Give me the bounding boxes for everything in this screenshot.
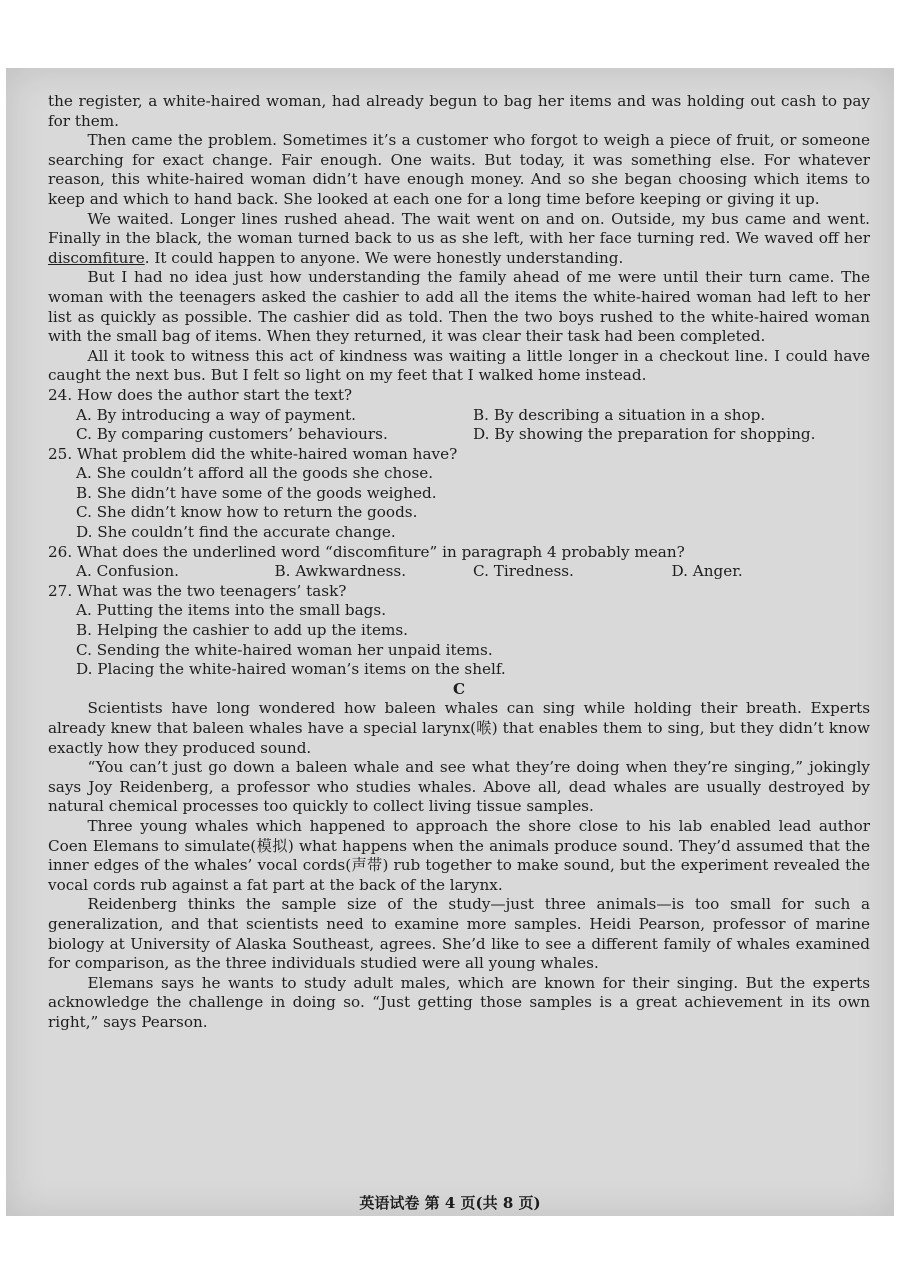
paragraph-3-text-after: . It could happen to anyone. We were honestly understanding. bbox=[144, 248, 624, 267]
passage-b-paragraph-5: All it took to witness this act of kindness was waiting a little longer in a checkout line. I could have caught the next bus. But I felt so light on my feet that I walked home instead. bbox=[48, 346, 870, 385]
paragraph-3-text-before: We waited. Longer lines rushed ahead. The wait went on and on. Outside, my bus came and went. Finally in the black, the woman turned back to us as she left, with her face turning red. We waved off her bbox=[48, 209, 870, 248]
passage-c-paragraph-5: Elemans says he wants to study adult males, which are known for their singing. But the experts acknowledge the challenge in doing so. “Just getting those samples is a great achievement in its own right,” says Pearson. bbox=[48, 973, 870, 1031]
passage-b-paragraph-1: the register, a white-haired woman, had already begun to bag her items and was holding out cash to pay for them. bbox=[48, 92, 870, 130]
passage-c-paragraph-2: “You can’t just go down a baleen whale and see what they’re doing when they’re singing,” jokingly says Joy Reidenberg, a professor who studies whales. Above all, dead whales are usually destroyed by natural chemical processes too quickly to collect living tissue samples. bbox=[48, 758, 870, 816]
q24-option-a: A. By introducing a way of payment. bbox=[76, 405, 356, 424]
q25-option-c: C. She didn’t know how to return the goods. bbox=[76, 503, 418, 522]
q27-option-d: D. Placing the white-haired woman’s items on the shelf. bbox=[76, 660, 506, 679]
question-24-stem: 24. How does the author start the text? bbox=[48, 385, 353, 404]
question-25-options bbox=[48, 464, 870, 542]
passage-c-paragraph-4: Reidenberg thinks the sample size of the study—just three animals—is too small for such a generalization, and that scientists need to examine more samples. Heidi Pearson, professor of marine biology at University of Alaska Southeast, agrees. She’d like to see a different family of whales examined for comparison, as the three individuals studied were all young whales. bbox=[48, 895, 870, 973]
q24-option-d: D. By showing the preparation for shopping. bbox=[473, 425, 816, 444]
question-27-stem: 27. What was the two teenagers’ task? bbox=[48, 581, 347, 600]
page-footer: 英语试卷 第 4 页(共 8 页) bbox=[359, 1194, 541, 1212]
q25-option-b: B. She didn’t have some of the goods weighed. bbox=[76, 483, 437, 502]
question-26-stem: 26. What does the underlined word “discomfiture” in paragraph 4 probably mean? bbox=[48, 542, 685, 561]
q25-option-a: A. She couldn’t afford all the goods she chose. bbox=[76, 464, 434, 483]
q27-option-c: C. Sending the white-haired woman her unpaid items. bbox=[76, 640, 493, 659]
passage-b-paragraph-2: Then came the problem. Sometimes it’s a customer who forgot to weigh a piece of fruit, or someone searching for exact change. Fair enough. One waits. But today, it was something else. For whatever reason, this white-haired woman didn’t have enough money. And so she began choosing which items to keep and which to hand back. She looked at each one for a long time before keeping or giving it up. bbox=[48, 131, 870, 208]
section-c-heading: C bbox=[452, 679, 466, 698]
exam-content bbox=[48, 92, 870, 1033]
q26-option-d: D. Anger. bbox=[671, 562, 743, 581]
q26-option-c: C. Tiredness. bbox=[473, 562, 574, 581]
q24-option-c: C. By comparing customers’ behaviours. bbox=[76, 425, 388, 444]
q27-option-b: B. Helping the cashier to add up the items. bbox=[76, 621, 408, 640]
q27-option-a: A. Putting the items into the small bags. bbox=[76, 601, 387, 620]
q26-option-b: B. Awkwardness. bbox=[274, 562, 407, 581]
q24-option-b: B. By describing a situation in a shop. bbox=[473, 405, 766, 424]
q26-option-a: A. Confusion. bbox=[76, 562, 179, 581]
q25-option-d: D. She couldn’t find the accurate change. bbox=[76, 523, 396, 542]
question-27-options bbox=[48, 601, 870, 679]
question-24-options bbox=[48, 406, 870, 445]
passage-c-paragraph-3: Three young whales which happened to approach the shore close to his lab enabled lead author Coen Elemans to simulate(模拟) what happens when the animals produce sound. They’d assumed that the inner edges of the whales’ vocal cords(声带) rub together to make sound, but the experiment revealed the vocal cords rub against a fat part at the back of the larynx. bbox=[48, 816, 870, 894]
question-25-stem: 25. What problem did the white-haired woman have? bbox=[48, 444, 458, 463]
passage-b-paragraph-4: But I had no idea just how understanding the family ahead of me were until their turn came. The woman with the teenagers asked the cashier to add all the items the white-haired woman had left to her list as quickly as possible. The cashier did as told. Then the two boys rushed to the white-haired woman with the small bag of items. When they returned, it was clear their task had been completed. bbox=[48, 268, 870, 346]
passage-b-paragraph-3 bbox=[48, 210, 870, 269]
underlined-word: discomfiture bbox=[48, 248, 145, 267]
passage-c-paragraph-1: Scientists have long wondered how baleen whales can sing while holding their breath. Experts already knew that baleen whales have a special larynx(喉) that enables them to sing, but they didn’t know exactly how they produced sound. bbox=[48, 699, 870, 757]
question-26-options bbox=[48, 562, 870, 582]
